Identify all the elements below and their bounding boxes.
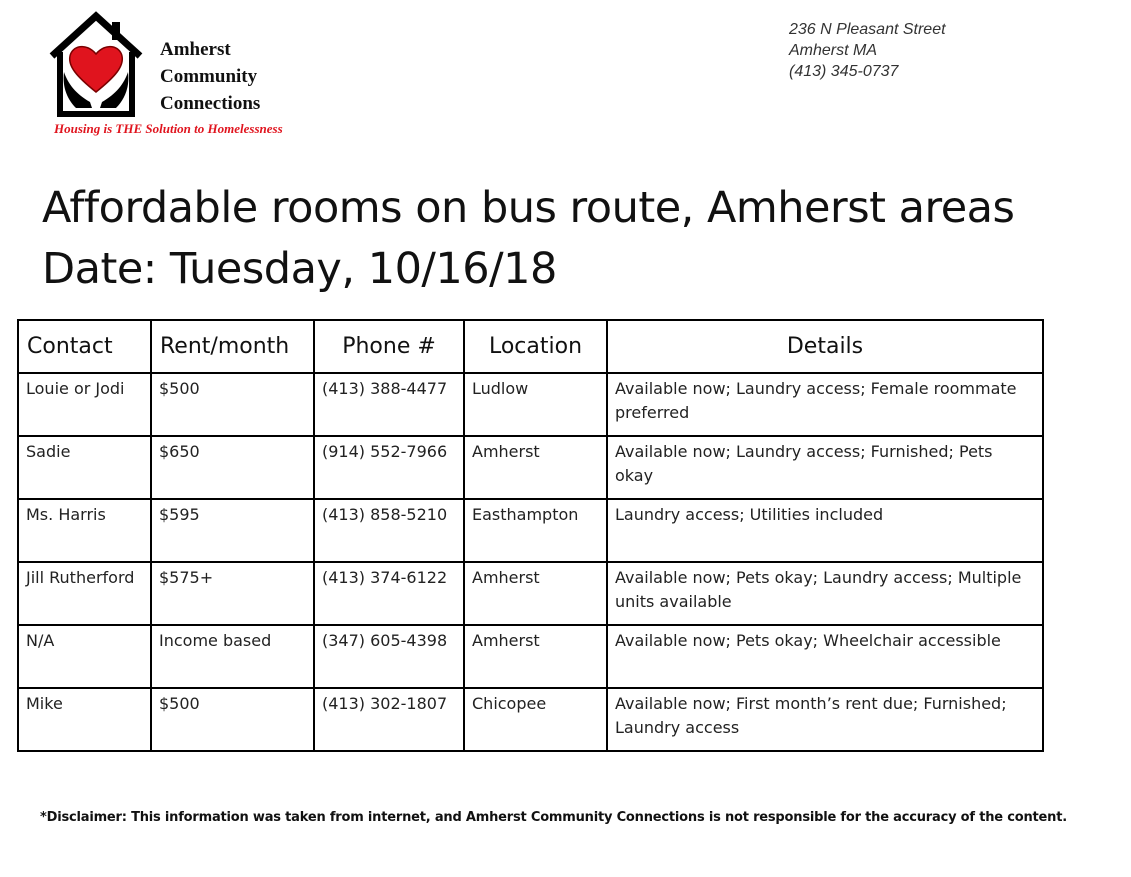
header-phone: Phone # (314, 320, 464, 373)
cell-location: Amherst (464, 625, 607, 688)
cell-rent: $500 (151, 373, 314, 436)
cell-phone: (413) 388-4477 (314, 373, 464, 436)
title-line: Affordable rooms on bus route, Amherst areas (42, 183, 1015, 233)
cell-phone: (914) 552-7966 (314, 436, 464, 499)
table-header-row (18, 320, 1043, 373)
disclaimer: *Disclaimer: This information was taken from internet, and Amherst Community Connections is not responsible for the accuracy of the content. (40, 810, 1067, 825)
header-rent: Rent/month (151, 320, 314, 373)
city-state: Amherst MA (789, 42, 878, 59)
organization-name (160, 36, 260, 117)
org-name-line: Community (160, 66, 258, 87)
cell-location: Easthampton (464, 499, 607, 562)
cell-location: Ludlow (464, 373, 607, 436)
tagline: Housing is THE Solution to Homelessness (54, 121, 283, 136)
header-contact: Contact (18, 320, 151, 373)
cell-rent: $650 (151, 436, 314, 499)
cell-contact: N/A (18, 625, 151, 688)
table-row (18, 436, 1043, 499)
cell-contact: Louie or Jodi (18, 373, 151, 436)
cell-phone: (347) 605-4398 (314, 625, 464, 688)
street-address: 236 N Pleasant Street (789, 21, 946, 38)
cell-contact: Ms. Harris (18, 499, 151, 562)
cell-rent: $500 (151, 688, 314, 751)
phone-number: (413) 345-0737 (789, 63, 899, 80)
org-name-line: Connections (160, 93, 261, 114)
cell-details: Available now; Laundry access; Furnished; Pets okay (607, 436, 1043, 499)
cell-rent: Income based (151, 625, 314, 688)
cell-details: Available now; Pets okay; Wheelchair accessible (607, 625, 1043, 688)
cell-contact: Sadie (18, 436, 151, 499)
cell-location: Amherst (464, 562, 607, 625)
cell-location: Amherst (464, 436, 607, 499)
table-row (18, 625, 1043, 688)
table-row (18, 499, 1043, 562)
table-row (18, 373, 1043, 436)
cell-location: Chicopee (464, 688, 607, 751)
cell-contact: Jill Rutherford (18, 562, 151, 625)
cell-rent: $595 (151, 499, 314, 562)
cell-contact: Mike (18, 688, 151, 751)
header-details: Details (607, 320, 1043, 373)
cell-phone: (413) 302-1807 (314, 688, 464, 751)
cell-rent: $575+ (151, 562, 314, 625)
cell-details: Available now; Pets okay; Laundry access; Multiple units available (607, 562, 1043, 625)
organization-logo (44, 8, 354, 140)
house-heart-hands-icon (46, 10, 146, 118)
table-row (18, 688, 1043, 751)
address-block (789, 19, 946, 82)
listings-table (17, 319, 1044, 752)
org-name-line: Amherst (160, 39, 231, 60)
cell-details: Available now; Laundry access; Female roommate preferred (607, 373, 1043, 436)
table-row (18, 562, 1043, 625)
cell-phone: (413) 858-5210 (314, 499, 464, 562)
cell-details: Laundry access; Utilities included (607, 499, 1043, 562)
header-location: Location (464, 320, 607, 373)
document-title (42, 178, 1014, 300)
cell-details: Available now; First month’s rent due; Furnished; Laundry access (607, 688, 1043, 751)
cell-phone: (413) 374-6122 (314, 562, 464, 625)
date-line: Date: Tuesday, 10/16/18 (42, 244, 557, 294)
